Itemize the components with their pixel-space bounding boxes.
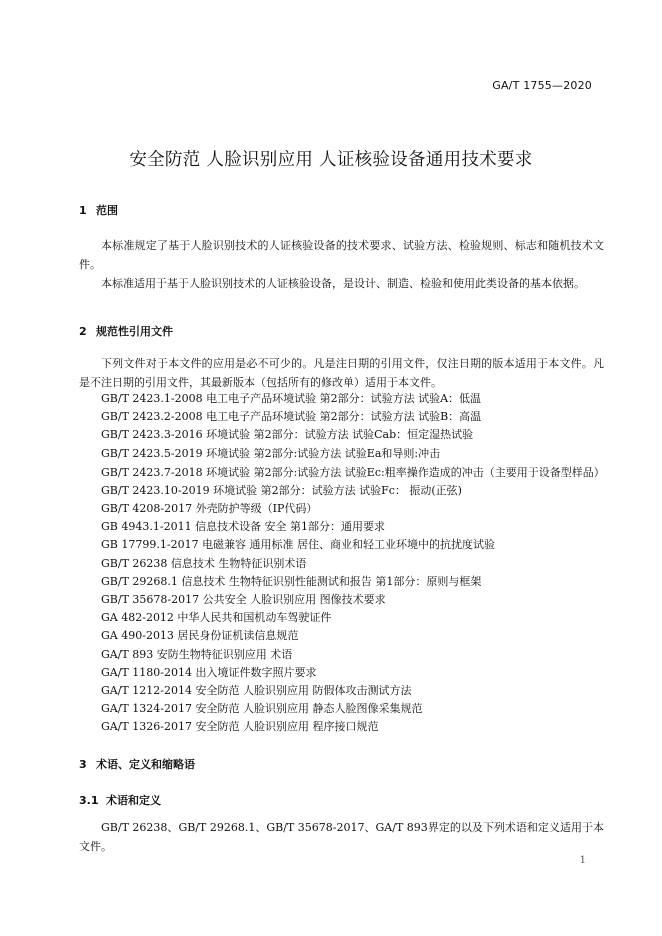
- reference-item: GB 17799.1-2017 电磁兼容 通用标准 居住、商业和轻工业环境中的抗扰度试验: [101, 538, 496, 552]
- section-3-number: 3: [79, 758, 87, 771]
- reference-item: GB 4943.1-2011 信息技术设备 安全 第1部分：通用要求: [101, 520, 386, 534]
- reference-item: GA 482-2012 中华人民共和国机动车驾驶证件: [101, 611, 332, 625]
- section-3-1-title: 术语和定义: [106, 794, 161, 807]
- reference-item: GA/T 1212-2014 安全防范 人脸识别应用 防假体攻击测试方法: [101, 684, 412, 698]
- reference-item: GB/T 2423.1-2008 电工电子产品环境试验 第2部分：试验方法 试验A：低温: [101, 392, 482, 405]
- section-1-number: 1: [79, 204, 87, 217]
- reference-item: GB/T 35678-2017 公共安全 人脸识别应用 图像技术要求: [101, 593, 386, 607]
- reference-item: GA/T 1180-2014 出入境证件数字照片要求: [101, 665, 317, 679]
- section-3-1-number: 3.1: [79, 794, 99, 807]
- section-1-paragraph-1: 本标准规定了基于人脸识别技术的人证核验设备的技术要求、试验方法、检验规则、标志和随机技术文件。: [79, 239, 604, 271]
- standard-code: GA/T 1755—2020: [492, 79, 592, 92]
- section-1-paragraph-2: 本标准适用于基于人脸识别技术的人证核验设备，是设计、制造、检验和使用此类设备的基本依据。: [101, 277, 585, 290]
- section-2-number: 2: [79, 325, 87, 338]
- reference-item: GA/T 1324-2017 安全防范 人脸识别应用 静态人脸图像采集规范: [101, 702, 423, 716]
- section-2-heading: [79, 323, 173, 339]
- normative-references-list: [79, 390, 604, 737]
- reference-item: GA 490-2013 居民身份证机读信息规范: [101, 629, 299, 643]
- reference-item: GB/T 2423.5-2019 环境试验 第2部分:试验方法 试验Ea和导则:冲击: [101, 446, 441, 460]
- reference-item: GA/T 893 安防生物特征识别应用 术语: [101, 647, 293, 661]
- section-3-1-paragraph: GB/T 26238、GB/T 29268.1、GB/T 35678-2017、GA/T 893界定的以及下列术语和定义适用于本文件。: [79, 821, 604, 853]
- reference-item: GB/T 2423.10-2019 环境试验 第2部分：试验方法 试验Fc： 振动(正弦): [101, 483, 462, 497]
- section-3-title: 术语、定义和缩略语: [96, 758, 195, 771]
- section-3-heading: [79, 756, 195, 772]
- section-3-1-heading: [79, 792, 161, 808]
- section-1-title: 范围: [96, 204, 118, 217]
- section-2-title: 规范性引用文件: [96, 325, 173, 338]
- reference-item: GB/T 4208-2017 外壳防护等级（IP代码）: [101, 502, 318, 516]
- section-2-intro: 下列文件对于本文件的应用是必不可少的。凡是注日期的引用文件，仅注日期的版本适用于本文件。凡是不注日期的引用文件，其最新版本（包括所有的修改单）适用于本文件。: [79, 357, 604, 389]
- page-number: 1: [579, 855, 586, 866]
- section-1-heading: [79, 202, 118, 218]
- document-title: 安全防范 人脸识别应用 人证核验设备通用技术要求: [129, 150, 533, 170]
- reference-item: GB/T 26238 信息技术 生物特征识别术语: [101, 556, 307, 570]
- reference-item: GA/T 1326-2017 安全防范 人脸识别应用 程序接口规范: [101, 720, 379, 734]
- reference-item: GB/T 2423.2-2008 电工电子产品环境试验 第2部分：试验方法 试验B：高温: [101, 410, 482, 424]
- reference-item: GB/T 2423.3-2016 环境试验 第2部分：试验方法 试验Cab：恒定湿热试验: [101, 428, 474, 442]
- reference-item: GB/T 29268.1 信息技术 生物特征识别性能测试和报告 第1部分：原则与框架: [101, 574, 482, 588]
- reference-item: GB/T 2423.7-2018 环境试验 第2部分:试验方法 试验Ec:粗率操作造成的冲击（主要用于设备型样品）: [101, 465, 605, 479]
